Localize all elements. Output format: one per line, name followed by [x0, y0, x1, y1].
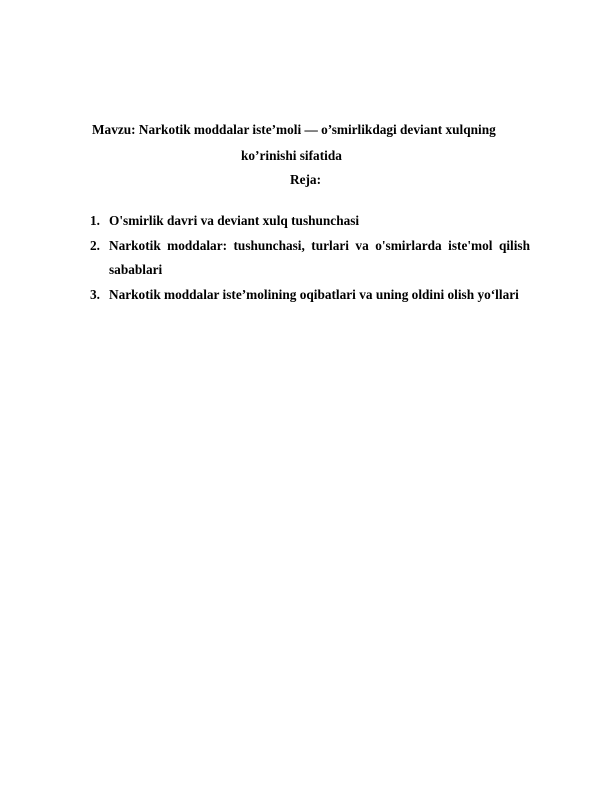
- plan-list: [90, 209, 530, 307]
- plan-item-text-line-2: sabablari: [109, 262, 163, 277]
- plan-item-number: 1.: [90, 213, 100, 228]
- plan-item-number: 2.: [90, 237, 100, 253]
- plan-item-text: O'smirlik davri va deviant xulq tushunchasi: [109, 213, 360, 228]
- plan-item-text-line-1: Narkotik moddalar: tushunchasi, turlari va o'smirlarda iste'mol qilish: [109, 237, 530, 253]
- plan-item-3: [90, 283, 530, 308]
- plan-heading: Reja:: [290, 172, 322, 187]
- plan-item-text: Narkotik moddalar iste’molining oqibatlari va uning oldini olish yo‘llari: [109, 286, 519, 302]
- document-title-line-1: Mavzu: Narkotik moddalar iste’moli — o’smirlikdagi deviant xulqning: [92, 122, 496, 137]
- plan-item-1: [90, 209, 530, 234]
- document-title-line-2: ko’rinishi sifatida: [241, 148, 342, 163]
- plan-item-2: [90, 234, 530, 283]
- plan-item-number: 3.: [90, 286, 100, 302]
